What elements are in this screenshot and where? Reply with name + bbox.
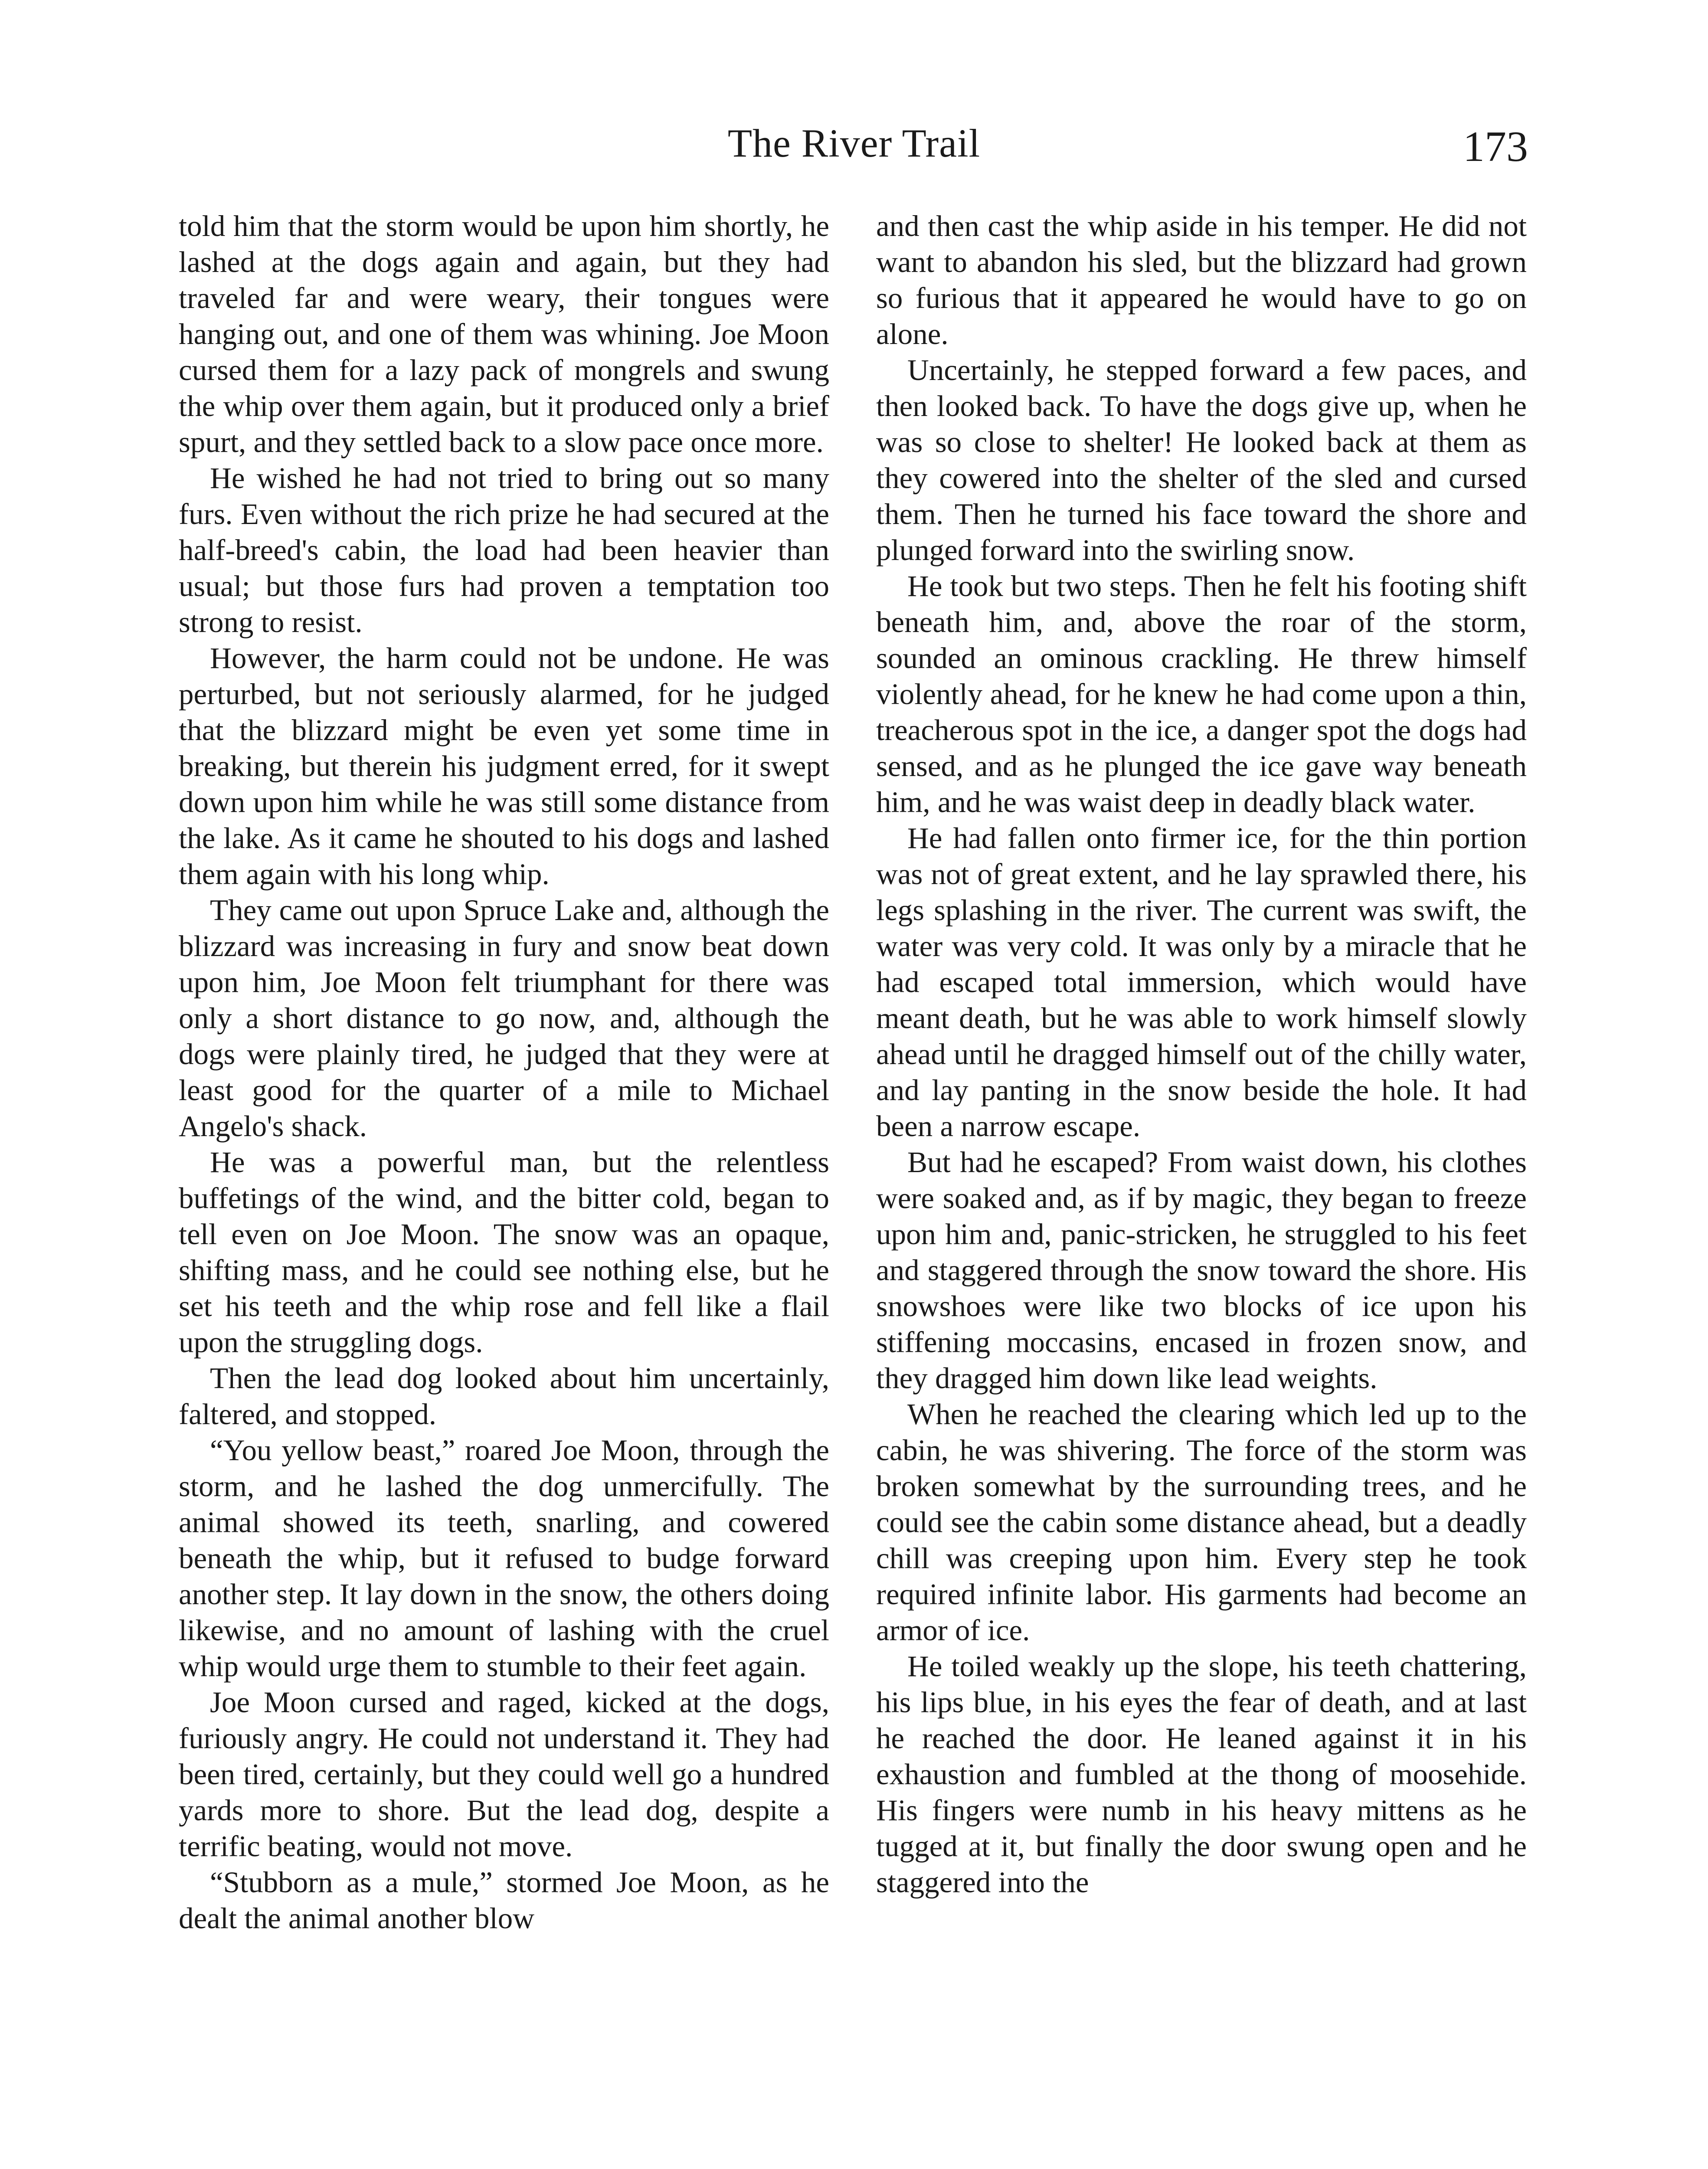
- paragraph: But had he escaped? From waist down, his clothes were soaked and, as if by magic, they began to freeze upon him and, panic-stricken, he struggled to his feet and staggered through the snow toward the shore. His snowshoes were like two blocks of ice upon his stiffening moccasins, encased in frozen snow, and they dragged him down like lead weights.: [876, 1146, 1527, 1395]
- text-columns: [179, 208, 1532, 2169]
- paragraph: When he reached the clearing which led up to the cabin, he was shivering. The force of the storm was broken somewhat by the surrounding trees, and he could see the cabin some distance ahead, but a deadly chill was creeping upon him. Every step he took required infinite labor. His garments had become an armor of ice.: [876, 1398, 1527, 1647]
- paragraph: He had fallen onto firmer ice, for the thin portion was not of great extent, and he lay sprawled there, his legs splashing in the river. The current was swift, the water was very cold. It was only by a miracle that he had escaped total immersion, which would have meant death, but he was able to work himself slowly ahead until he dragged himself out of the chilly water, and lay panting in the snow beside the hole. It had been a narrow escape.: [876, 822, 1527, 1143]
- page-number: 173: [1463, 122, 1528, 170]
- paragraph: He wished he had not tried to bring out so many furs. Even without the rich prize he had secured at the half-breed's cabin, the load had been heavier than usual; but those furs had proven a temptation too strong to resist.: [179, 462, 829, 639]
- paragraph: He toiled weakly up the slope, his teeth chattering, his lips blue, in his eyes the fear of death, and at last he reached the door. He leaned against it in his exhaustion and fumbled at the thong of moosehide. His fingers were numb in his heavy mittens as he tugged at it, but finally the door swung open and he staggered into the: [876, 1650, 1527, 1899]
- paragraph: He was a powerful man, but the relentless buffetings of the wind, and the bitter cold, began to tell even on Joe Moon. The snow was an opaque, shifting mass, and he could see nothing else, but he set his teeth and the whip rose and fell like a flail upon the struggling dogs.: [179, 1146, 829, 1359]
- paragraph: Joe Moon cursed and raged, kicked at the dogs, furiously angry. He could not understand it. They had been tired, certainly, but they could well go a hundred yards more to shore. But the lead dog, despite a terrific beating, would not move.: [179, 1686, 829, 1863]
- paragraph: “Stubborn as a mule,” stormed Joe Moon, as he dealt the animal another blow: [179, 1866, 829, 1935]
- paragraph: He took but two steps. Then he felt his footing shift beneath him, and, above the roar of the storm, sounded an ominous crackling. He threw himself violently ahead, for he knew he had come upon a thin, treacherous spot in the ice, a danger spot the dogs had sensed, and as he plunged the ice gave way beneath him, and he was waist deep in deadly black water.: [876, 570, 1527, 819]
- paragraph: “You yellow beast,” roared Joe Moon, through the storm, and he lashed the dog unmercifully. The animal showed its teeth, snarling, and cowered beneath the whip, but it refused to budge forward another step. It lay down in the snow, the others doing likewise, and no amount of lashing with the cruel whip would urge them to stumble to their feet again.: [179, 1434, 829, 1683]
- paragraph: told him that the storm would be upon him shortly, he lashed at the dogs again and again, but they had traveled far and were weary, their tongues were hanging out, and one of them was whining. Joe Moon cursed them for a lazy pack of mongrels and swung the whip over them again, but it produced only a brief spurt, and they settled back to a slow pace once more.: [179, 210, 829, 459]
- paragraph: Then the lead dog looked about him uncertainly, faltered, and stopped.: [179, 1362, 829, 1431]
- running-head: [0, 117, 1708, 174]
- paragraph: However, the harm could not be undone. He was perturbed, but not seriously alarmed, for he judged that the blizzard might be even yet some time in breaking, but therein his judgment erred, for it swept down upon him while he was still some distance from the lake. As it came he shouted to his dogs and lashed them again with his long whip.: [179, 642, 829, 891]
- right-column: [876, 208, 1527, 1900]
- page-title: The River Trail: [727, 121, 981, 165]
- paragraph: and then cast the whip aside in his temper. He did not want to abandon his sled, but the blizzard had grown so furious that it appeared he would have to go on alone.: [876, 210, 1527, 351]
- paragraph: They came out upon Spruce Lake and, although the blizzard was increasing in fury and snow beat down upon him, Joe Moon felt triumphant for there was only a short distance to go now, and, although the dogs were plainly tired, he judged that they were at least good for the quarter of a mile to Michael Angelo's shack.: [179, 894, 829, 1143]
- left-column: [179, 208, 829, 1936]
- paragraph: Uncertainly, he stepped forward a few paces, and then looked back. To have the dogs give up, when he was so close to shelter! He looked back at them as they cowered into the shelter of the sled and cursed them. Then he turned his face toward the shore and plunged forward into the swirling snow.: [876, 354, 1527, 567]
